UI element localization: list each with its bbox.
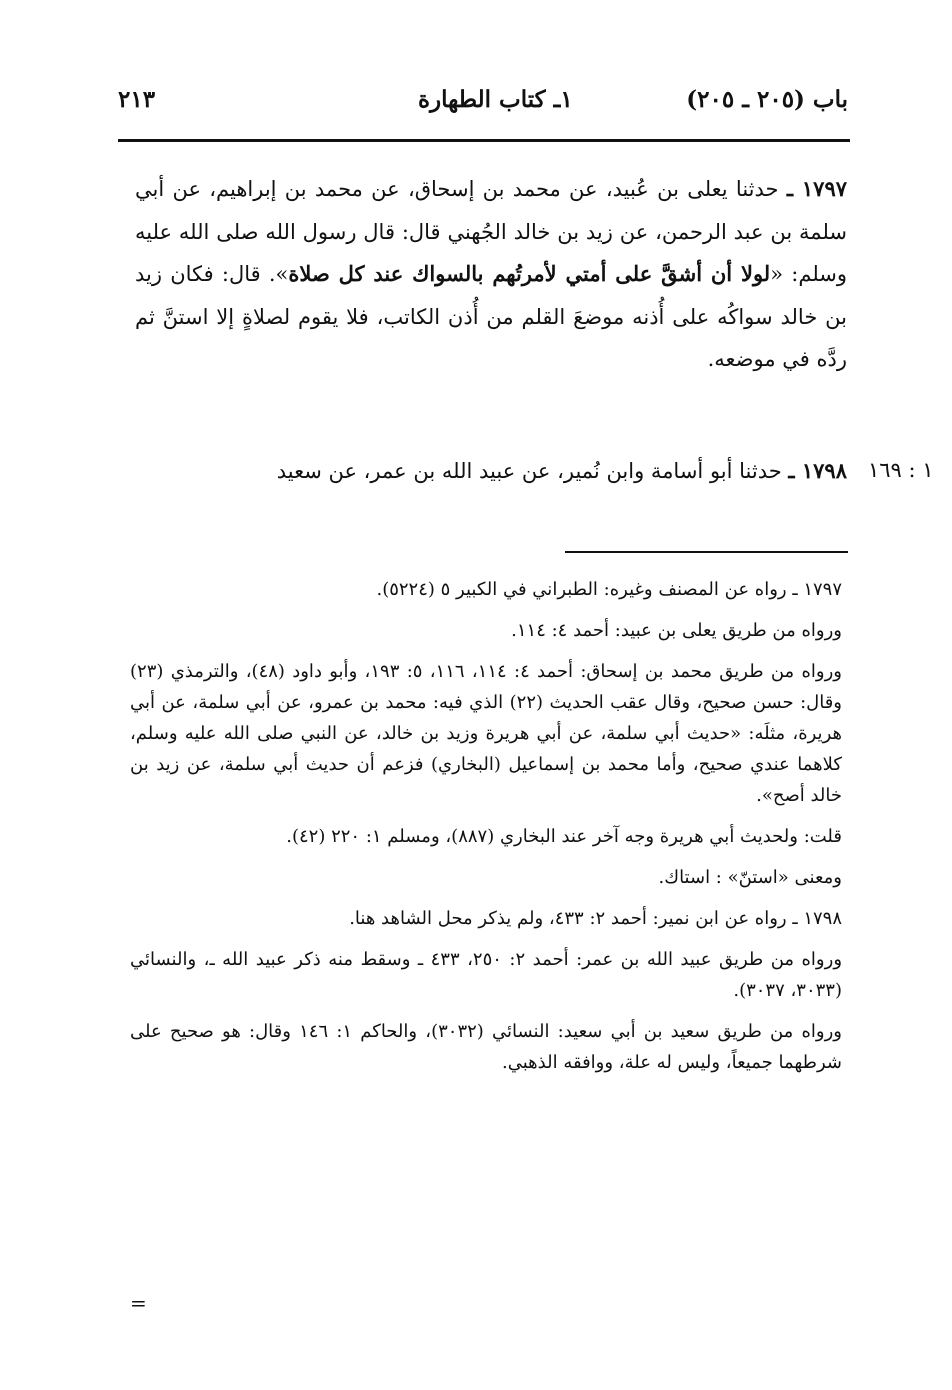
hadith-1798-text — [135, 450, 847, 493]
hadith-1798 — [135, 450, 847, 493]
page-header — [118, 86, 848, 126]
page-number: ٢١٣ — [118, 86, 156, 113]
footnote-paragraph: ومعنى «استنّ» : استاك. — [658, 867, 842, 888]
footnotes — [130, 574, 842, 1088]
hadith-1797-text — [135, 168, 847, 381]
book-title: ١ـ كتاب الطهارة — [418, 86, 573, 113]
footnote-paragraph: ورواه من طريق عبيد الله بن عمر: أحمد ٢: ٢٥٠، ٤٣٣ ـ وسقط منه ذكر عبيد الله ـ، والنسائي (٣٠٣٣، ٣٠٣٧). — [130, 949, 843, 1001]
footnote-paragraph: قلت: ولحديث أبي هريرة وجه آخر عند البخاري (٨٨٧)، ومسلم ١: ٢٢٠ (٤٢). — [286, 826, 842, 847]
continuation-mark: = — [130, 1291, 147, 1315]
chapter-title: باب (٢٠٥ ـ ٢٠٥) — [686, 86, 848, 113]
footnote-paragraph: ١٧٩٧ ـ رواه عن المصنف وغيره: الطبراني في الكبير ٥ (٥٢٢٤). — [376, 579, 842, 600]
hadith-matn: لولا أن أشقَّ على أمتي لأمرتُهم بالسواك عند كل صلاة — [288, 261, 771, 286]
hadith-text-continued: ». قال: فكان زيد بن خالد سواكُه على أُذنه موضعَ القلم من أُذن الكاتب، فلا يقوم لصلاةٍ إلا استنَّ ثم ردَّه في موضعه. — [135, 262, 847, 371]
hadith-number: ١٧٩٧ ـ — [786, 176, 848, 201]
hadith-text: حدثنا يعلى بن عُبيد، عن محمد بن إسحاق، عن محمد بن إبراهيم، عن أبي سلمة بن عبد الرحمن، عن زيد بن خالد الجُهني قال: قال رسول الله صلى الله عليه وسلم: « — [135, 177, 848, 286]
footnote-paragraph: ورواه من طريق سعيد بن أبي سعيد: النسائي (٣٠٣٢)، والحاكم ١: ١٤٦ وقال: هو صحيح على شرطهما جميعاً، وليس له علة، ووافقه الذهبي. — [130, 1021, 843, 1073]
hadith-number: ١٧٩٨ ـ — [788, 458, 847, 483]
margin-reference: ١ : ١٦٩ — [868, 458, 934, 482]
footnote-paragraph: ١٧٩٨ ـ رواه عن ابن نمير: أحمد ٢: ٤٣٣، ولم يذكر محل الشاهد هنا. — [349, 908, 842, 929]
footnote-rule — [565, 551, 848, 553]
hadith-text: حدثنا أبو أسامة وابن نُمير، عن عبيد الله بن عمر، عن سعيد — [276, 459, 789, 483]
footnote-paragraph: ورواه من طريق محمد بن إسحاق: أحمد ٤: ١١٤، ١١٦، ٥: ١٩٣، وأبو داود (٤٨)، والترمذي (٢٣) وقال: حسن صحيح، وقال عقب الحديث (٢٢) الذي فيه: محمد بن عمرو، عن أبي سلمة، عن أبي هريرة، مثلَه: «حديث أبي سلمة، عن أبي هريرة وزيد بن خالد، عن النبي صلى الله عليه وسلم، كلاهما عندي صحيح، وأما محمد بن إسماعيل (البخاري) فزعم أن حديث أبي سلمة، عن زيد بن خالد أصح». — [130, 661, 842, 806]
hadith-1797 — [135, 168, 847, 381]
header-rule — [118, 139, 850, 142]
footnote-paragraph: ورواه من طريق يعلى بن عبيد: أحمد ٤: ١١٤. — [511, 620, 842, 641]
